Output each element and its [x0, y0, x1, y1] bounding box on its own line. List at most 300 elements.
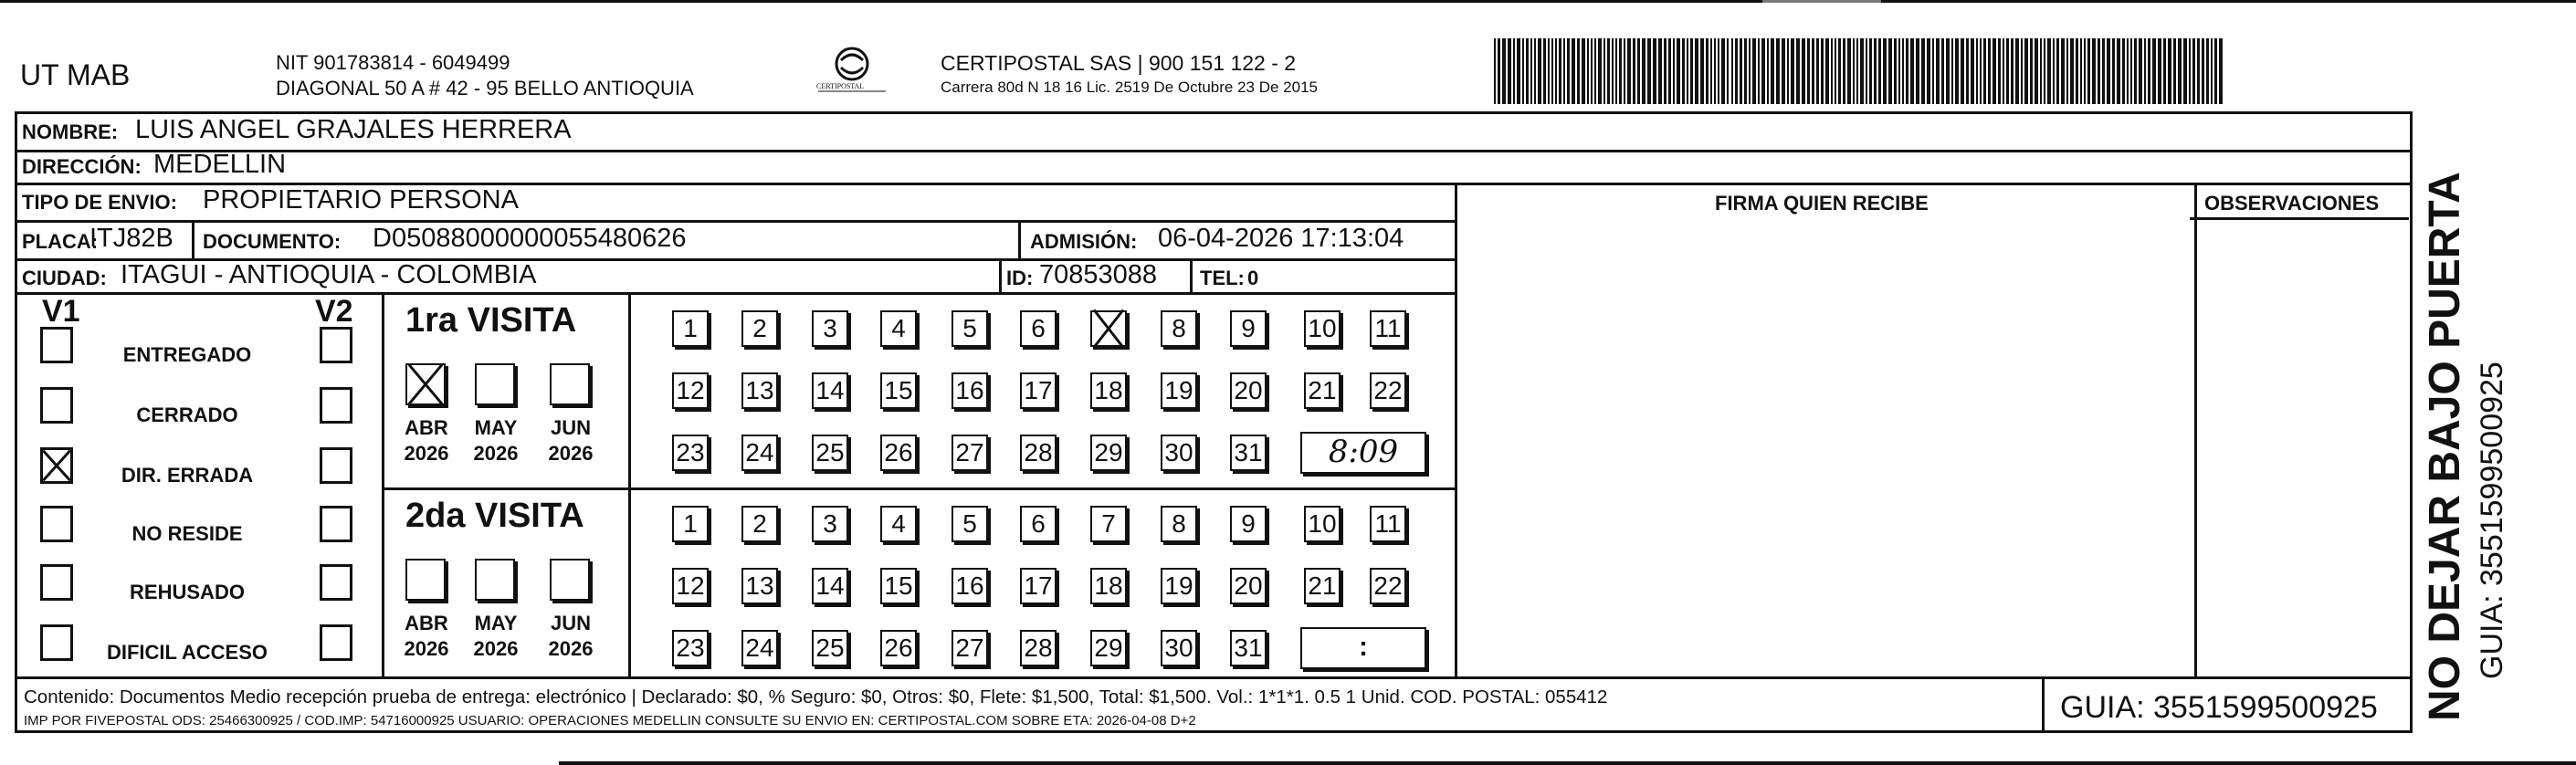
day-checkbox[interactable]: 13 — [741, 568, 778, 604]
barcode-bar — [1744, 38, 1747, 104]
day-checkbox[interactable]: 5 — [952, 310, 988, 347]
barcode-bar — [1619, 38, 1622, 104]
day-checkbox[interactable]: 30 — [1161, 630, 1197, 666]
barcode-bar — [1791, 38, 1794, 104]
day-checkbox[interactable]: 9 — [1230, 310, 1267, 347]
v1-checkbox[interactable] — [40, 387, 73, 424]
bottom-edge-line — [559, 761, 2576, 765]
barcode-bar — [1807, 38, 1810, 104]
barcode-bar — [1677, 38, 1680, 104]
certipostal-name: CERTIPOSTAL SAS | 900 151 122 - 2 — [941, 51, 1297, 75]
day-checkbox[interactable]: 12 — [672, 568, 709, 604]
barcode-bar — [1710, 38, 1712, 104]
barcode-bar — [1612, 38, 1614, 104]
barcode-bar — [2084, 38, 2086, 104]
barcode-bar — [1835, 38, 1836, 104]
barcode-bar — [1706, 38, 1709, 104]
barcode-bar — [1782, 38, 1785, 104]
barcode — [1494, 38, 2224, 104]
barcode-bar — [1869, 38, 1872, 104]
top-edge-line-right — [1762, 0, 1881, 3]
month-year: 2026 — [404, 442, 449, 465]
barcode-bar — [1921, 38, 1925, 104]
barcode-bar — [1567, 38, 1570, 104]
barcode-bar — [1587, 38, 1589, 104]
day-checkbox[interactable]: 17 — [1020, 568, 1057, 604]
day-checkbox[interactable]: 8 — [1161, 506, 1197, 542]
direccion-label: DIRECCIÓN: — [22, 155, 142, 178]
tel-value: 0 — [1247, 267, 1259, 289]
day-checkbox[interactable]: 18 — [1090, 568, 1127, 604]
barcode-bar — [1548, 38, 1550, 104]
barcode-bar — [2044, 38, 2045, 104]
day-checkbox[interactable]: 23 — [672, 435, 709, 471]
row-line — [15, 150, 2413, 152]
barcode-bar — [1856, 38, 1858, 104]
barcode-bar — [2070, 38, 2074, 104]
col-line — [999, 258, 1002, 292]
barcode-bar — [1647, 38, 1651, 104]
day-checkbox[interactable]: 10 — [1304, 506, 1341, 542]
day-checkbox[interactable]: 22 — [1370, 568, 1406, 604]
col-line — [382, 292, 384, 676]
day-checkbox[interactable]: 16 — [952, 568, 988, 604]
barcode-bar — [2087, 38, 2090, 104]
day-checkbox[interactable]: 8 — [1161, 310, 1197, 347]
barcode-bar — [1603, 38, 1605, 104]
certipostal-logo — [811, 46, 893, 102]
barcode-bar — [2211, 38, 2213, 104]
barcode-bar — [1951, 38, 1953, 104]
day-checkbox[interactable]: 29 — [1090, 630, 1127, 666]
v1-checkbox[interactable] — [40, 327, 73, 363]
barcode-bar — [1853, 38, 1855, 104]
day-checkbox[interactable]: 27 — [952, 435, 988, 471]
day-checkbox[interactable]: 21 — [1304, 568, 1341, 604]
admision-label: ADMISIÓN: — [1030, 230, 1138, 253]
col-line — [628, 292, 631, 676]
side-guia: GUIA: 3551599500925 — [2475, 362, 2509, 679]
month-label: ABR — [405, 416, 448, 439]
barcode-bar — [1668, 38, 1671, 104]
barcode-bar — [2080, 38, 2082, 104]
month-label: JUN — [550, 612, 591, 634]
day-checkbox[interactable]: 10 — [1304, 310, 1341, 347]
barcode-bar — [2202, 38, 2204, 104]
certipostal-address: Carrera 80d N 18 16 Lic. 2519 De Octubre 23 De 2015 — [941, 79, 1318, 96]
status-label: ENTREGADO — [122, 343, 252, 366]
col-line — [2042, 676, 2045, 733]
barcode-bar — [1534, 38, 1536, 104]
day-checkbox[interactable]: 4 — [880, 506, 917, 542]
barcode-bar — [2148, 38, 2150, 104]
visit-time-field[interactable]: 8:09 — [1300, 432, 1426, 474]
firma-label: FIRMA QUIEN RECIBE — [1715, 192, 1929, 215]
barcode-bar — [1860, 38, 1864, 104]
month-year: 2026 — [473, 442, 519, 465]
barcode-bar — [1502, 38, 1506, 104]
day-checkbox[interactable]: 11 — [1370, 506, 1406, 542]
col-line — [1455, 183, 1457, 676]
tipo-envio-label: TIPO DE ENVIO: — [22, 191, 177, 214]
visit-title: 2da VISITA — [405, 497, 584, 535]
day-checkbox[interactable]: 13 — [741, 372, 778, 409]
barcode-bar — [1878, 38, 1881, 104]
barcode-bar — [2130, 38, 2132, 104]
barcode-bar — [1637, 38, 1640, 104]
day-checkbox[interactable]: 21 — [1304, 372, 1341, 409]
logo-text: CERTIPOSTAL — [816, 82, 865, 90]
barcode-bar — [1831, 38, 1833, 104]
v1-header: V1 — [42, 294, 80, 329]
barcode-bar — [2219, 38, 2223, 104]
v1-checkbox[interactable] — [40, 564, 73, 601]
direccion-value: MEDELLIN — [153, 150, 287, 179]
barcode-bar — [1522, 38, 1524, 104]
barcode-bar — [1513, 38, 1515, 104]
barcode-bar — [1843, 38, 1845, 104]
ciudad-value: ITAGUI - ANTIOQUIA - COLOMBIA — [121, 260, 537, 289]
visit-time-field[interactable]: : — [1300, 627, 1426, 669]
barcode-bar — [1555, 38, 1557, 104]
row-line — [382, 487, 1457, 490]
barcode-bar — [1740, 38, 1742, 104]
barcode-bar — [1902, 38, 1904, 104]
company-nit: NIT 901783814 - 6049499 — [276, 51, 510, 74]
barcode-bar — [1577, 38, 1580, 104]
barcode-bar — [1976, 38, 1978, 104]
barcode-bar — [1721, 38, 1725, 104]
day-checkbox[interactable]: 2 — [741, 506, 778, 542]
visit-title: 1ra VISITA — [405, 301, 577, 340]
barcode-bar — [2011, 38, 2013, 104]
barcode-bar — [1910, 38, 1914, 104]
barcode-bar — [2144, 38, 2146, 104]
day-checkbox[interactable]: 14 — [812, 372, 848, 409]
barcode-bar — [1936, 38, 1940, 104]
month-label: JUN — [550, 416, 591, 439]
day-checkbox[interactable]: 11 — [1370, 310, 1406, 347]
tipo-envio-value: PROPIETARIO PERSONA — [203, 185, 519, 215]
barcode-bar — [1572, 38, 1575, 104]
barcode-bar — [1888, 38, 1892, 104]
company-address: DIAGONAL 50 A # 42 - 95 BELLO ANTIOQUIA — [276, 77, 694, 100]
barcode-bar — [1816, 38, 1819, 104]
barcode-bar — [2134, 38, 2137, 104]
barcode-bar — [2053, 38, 2055, 104]
barcode-bar — [2024, 38, 2028, 104]
placa-value: ITJ82B — [89, 224, 173, 253]
barcode-bar — [2214, 38, 2217, 104]
barcode-bar — [1916, 38, 1919, 104]
day-checkbox[interactable]: 24 — [741, 435, 778, 471]
day-checkbox[interactable]: 19 — [1161, 372, 1197, 409]
barcode-bar — [2178, 38, 2182, 104]
barcode-bar — [1983, 38, 1986, 104]
v1-checkbox[interactable] — [40, 447, 73, 484]
barcode-bar — [1718, 38, 1719, 104]
status-label: CERRADO — [136, 403, 238, 426]
day-checkbox[interactable]: 1 — [672, 310, 709, 347]
day-checkbox[interactable]: 18 — [1090, 372, 1127, 409]
barcode-bar — [2092, 38, 2096, 104]
barcode-bar — [2066, 38, 2068, 104]
barcode-bar — [1927, 38, 1930, 104]
month-label: MAY — [474, 416, 518, 439]
barcode-bar — [2076, 38, 2078, 104]
barcode-bar — [2152, 38, 2156, 104]
day-checkbox[interactable]: 9 — [1230, 506, 1267, 542]
barcode-bar — [2206, 38, 2209, 104]
row-line — [15, 676, 2413, 679]
month-checkbox[interactable] — [475, 363, 515, 405]
barcode-bar — [1508, 38, 1511, 104]
nombre-label: NOMBRE: — [22, 121, 119, 143]
barcode-bar — [1687, 38, 1688, 104]
status-label: DIFICIL ACCESO — [106, 641, 268, 664]
day-checkbox[interactable]: 30 — [1161, 435, 1197, 471]
barcode-bar — [1700, 38, 1704, 104]
day-checkbox[interactable]: 25 — [812, 630, 848, 666]
barcode-bar — [1955, 38, 1959, 104]
barcode-bar — [1559, 38, 1561, 104]
barcode-bar — [2163, 38, 2166, 104]
company-name: UT MAB — [20, 58, 131, 91]
v1-checkbox[interactable] — [40, 506, 73, 542]
barcode-bar — [1988, 38, 1991, 104]
barcode-bar — [1727, 38, 1729, 104]
day-checkbox[interactable]: 4 — [880, 310, 917, 347]
row-line — [15, 292, 1457, 295]
month-checkbox[interactable] — [550, 363, 590, 405]
barcode-bar — [2107, 38, 2110, 104]
observaciones-label: OBSERVACIONES — [2204, 192, 2380, 215]
barcode-bar — [2139, 38, 2142, 104]
month-checkbox[interactable] — [405, 559, 446, 601]
row-line — [2190, 217, 2409, 220]
barcode-bar — [1658, 38, 1662, 104]
barcode-bar — [1530, 38, 1532, 104]
barcode-bar — [2158, 38, 2161, 104]
side-rotated-block — [2420, 100, 2548, 721]
barcode-bar — [1615, 38, 1617, 104]
nombre-value: LUIS ANGEL GRAJALES HERRERA — [135, 115, 572, 144]
barcode-bar — [1642, 38, 1645, 104]
barcode-bar — [1894, 38, 1897, 104]
barcode-bar — [1847, 38, 1851, 104]
day-checkbox[interactable]: 3 — [812, 310, 848, 347]
placa-label: PLACA: — [22, 230, 99, 253]
status-label: NO RESIDE — [131, 522, 243, 545]
v2-checkbox[interactable] — [320, 506, 352, 542]
barcode-bar — [1966, 38, 1969, 104]
day-checkbox[interactable]: 19 — [1161, 568, 1197, 604]
month-label: ABR — [405, 612, 448, 634]
barcode-bar — [1971, 38, 1974, 104]
barcode-bar — [2189, 38, 2191, 104]
tel-label: TEL: — [1200, 267, 1245, 289]
v2-checkbox[interactable] — [320, 387, 352, 424]
admision-value: 06-04-2026 17:13:04 — [1158, 224, 1404, 253]
barcode-bar — [1874, 38, 1877, 104]
day-checkbox[interactable]: 7 — [1090, 506, 1127, 542]
barcode-bar — [2183, 38, 2187, 104]
barcode-bar — [2056, 38, 2059, 104]
barcode-bar — [2015, 38, 2019, 104]
day-checkbox[interactable]: 6 — [1020, 506, 1057, 542]
barcode-bar — [2168, 38, 2171, 104]
documento-label: DOCUMENTO: — [203, 230, 342, 253]
barcode-bar — [2047, 38, 2051, 104]
barcode-bar — [1767, 38, 1769, 104]
day-checkbox[interactable]: 20 — [1230, 372, 1267, 409]
barcode-bar — [1898, 38, 1900, 104]
barcode-bar — [2127, 38, 2129, 104]
barcode-bar — [1526, 38, 1529, 104]
barcode-bar — [1563, 38, 1565, 104]
day-checkbox[interactable]: 12 — [672, 372, 709, 409]
barcode-bar — [1627, 38, 1631, 104]
barcode-bar — [2122, 38, 2125, 104]
barcode-bar — [1714, 38, 1716, 104]
barcode-bar — [1998, 38, 2001, 104]
barcode-bar — [2197, 38, 2200, 104]
footer-guia: GUIA: 3551599500925 — [2060, 690, 2378, 725]
day-checkbox[interactable]: 23 — [672, 630, 709, 666]
v1-checkbox[interactable] — [40, 624, 73, 661]
day-checkbox[interactable]: 22 — [1370, 372, 1406, 409]
id-label: ID: — [1006, 267, 1034, 289]
barcode-bar — [1906, 38, 1908, 104]
barcode-bar — [2192, 38, 2195, 104]
barcode-bar — [1752, 38, 1756, 104]
day-checkbox[interactable]: 24 — [741, 630, 778, 666]
month-checkbox[interactable] — [550, 559, 590, 601]
barcode-bar — [1866, 38, 1867, 104]
barcode-bar — [2061, 38, 2065, 104]
col-line — [1018, 220, 1021, 258]
day-checkbox[interactable]: 26 — [880, 435, 917, 471]
day-checkbox[interactable]: 27 — [952, 630, 988, 666]
barcode-bar — [2173, 38, 2176, 104]
day-checkbox[interactable]: 25 — [812, 435, 848, 471]
ciudad-label: CIUDAD: — [22, 267, 107, 289]
day-checkbox[interactable]: 31 — [1230, 435, 1267, 471]
day-checkbox[interactable]: 28 — [1020, 435, 1057, 471]
row-line — [15, 220, 1457, 223]
barcode-bar — [1758, 38, 1760, 104]
barcode-bar — [1749, 38, 1751, 104]
barcode-bar — [1598, 38, 1602, 104]
day-checkbox[interactable]: 16 — [952, 372, 988, 409]
barcode-bar — [1664, 38, 1667, 104]
month-checkbox[interactable] — [405, 363, 446, 405]
day-checkbox[interactable] — [1090, 310, 1127, 347]
day-checkbox[interactable]: 20 — [1230, 568, 1267, 604]
month-label: MAY — [474, 612, 518, 634]
month-year: 2026 — [548, 637, 594, 660]
day-checkbox[interactable]: 28 — [1020, 630, 1057, 666]
barcode-bar — [2006, 38, 2009, 104]
barcode-bar — [2112, 38, 2115, 104]
barcode-bar — [1673, 38, 1675, 104]
barcode-bar — [2102, 38, 2105, 104]
barcode-bar — [1761, 38, 1765, 104]
v2-header: V2 — [315, 294, 353, 329]
barcode-bar — [1494, 38, 1496, 104]
footer-contenido: Contenido: Documentos Medio recepción prueba de entrega: electrónico | Declarado: $0, % Seguro: $0, Otros: $0, Flete: $1,500, Total: $1,500. Vol.: 1*1*1. 0.5 1 Unid. COD. POSTAL: 055412 — [24, 686, 1608, 707]
col-line — [192, 220, 195, 258]
barcode-bar — [1607, 38, 1610, 104]
barcode-bar — [1624, 38, 1625, 104]
v2-checkbox[interactable] — [320, 447, 352, 484]
month-year: 2026 — [404, 637, 449, 660]
barcode-bar — [1653, 38, 1656, 104]
day-checkbox[interactable]: 15 — [880, 568, 917, 604]
day-checkbox[interactable]: 26 — [880, 630, 917, 666]
month-year: 2026 — [548, 442, 594, 465]
barcode-bar — [1594, 38, 1596, 104]
col-line — [1190, 258, 1193, 292]
barcode-bar — [1961, 38, 1964, 104]
day-checkbox[interactable]: 3 — [812, 506, 848, 542]
barcode-bar — [1883, 38, 1887, 104]
v2-checkbox[interactable] — [320, 564, 352, 601]
barcode-bar — [1633, 38, 1635, 104]
barcode-bar — [2003, 38, 2004, 104]
barcode-bar — [1838, 38, 1841, 104]
barcode-bar — [1992, 38, 1996, 104]
barcode-bar — [1932, 38, 1934, 104]
barcode-bar — [1517, 38, 1520, 104]
barcode-bar — [2035, 38, 2038, 104]
day-checkbox[interactable]: 5 — [952, 506, 988, 542]
day-checkbox[interactable]: 6 — [1020, 310, 1057, 347]
barcode-bar — [1980, 38, 1982, 104]
barcode-bar — [1946, 38, 1950, 104]
day-checkbox[interactable]: 2 — [741, 310, 778, 347]
side-title: NO DEJAR BAJO PUERTA — [2421, 172, 2469, 721]
barcode-bar — [1802, 38, 1805, 104]
month-checkbox[interactable] — [475, 559, 515, 601]
barcode-bar — [1731, 38, 1733, 104]
barcode-bar — [1695, 38, 1698, 104]
barcode-bar — [1787, 38, 1789, 104]
v2-checkbox[interactable] — [320, 624, 352, 661]
day-checkbox[interactable]: 1 — [672, 506, 709, 542]
day-checkbox[interactable]: 15 — [880, 372, 917, 409]
status-label: REHUSADO — [130, 581, 245, 603]
top-edge-line — [0, 0, 2576, 3]
barcode-bar — [2040, 38, 2042, 104]
day-checkbox[interactable]: 17 — [1020, 372, 1057, 409]
day-checkbox[interactable]: 14 — [812, 568, 848, 604]
barcode-bar — [2021, 38, 2023, 104]
status-label: DIR. ERRADA — [121, 464, 254, 487]
barcode-bar — [1543, 38, 1546, 104]
month-year: 2026 — [473, 637, 519, 660]
barcode-bar — [1498, 38, 1500, 104]
barcode-bar — [1551, 38, 1553, 104]
documento-value: D05088000000055480626 — [373, 224, 687, 253]
v2-checkbox[interactable] — [320, 327, 352, 363]
barcode-bar — [1735, 38, 1738, 104]
barcode-bar — [2030, 38, 2033, 104]
barcode-bar — [1776, 38, 1780, 104]
day-checkbox[interactable]: 29 — [1090, 435, 1127, 471]
barcode-bar — [1591, 38, 1593, 104]
day-checkbox[interactable]: 31 — [1230, 630, 1267, 666]
